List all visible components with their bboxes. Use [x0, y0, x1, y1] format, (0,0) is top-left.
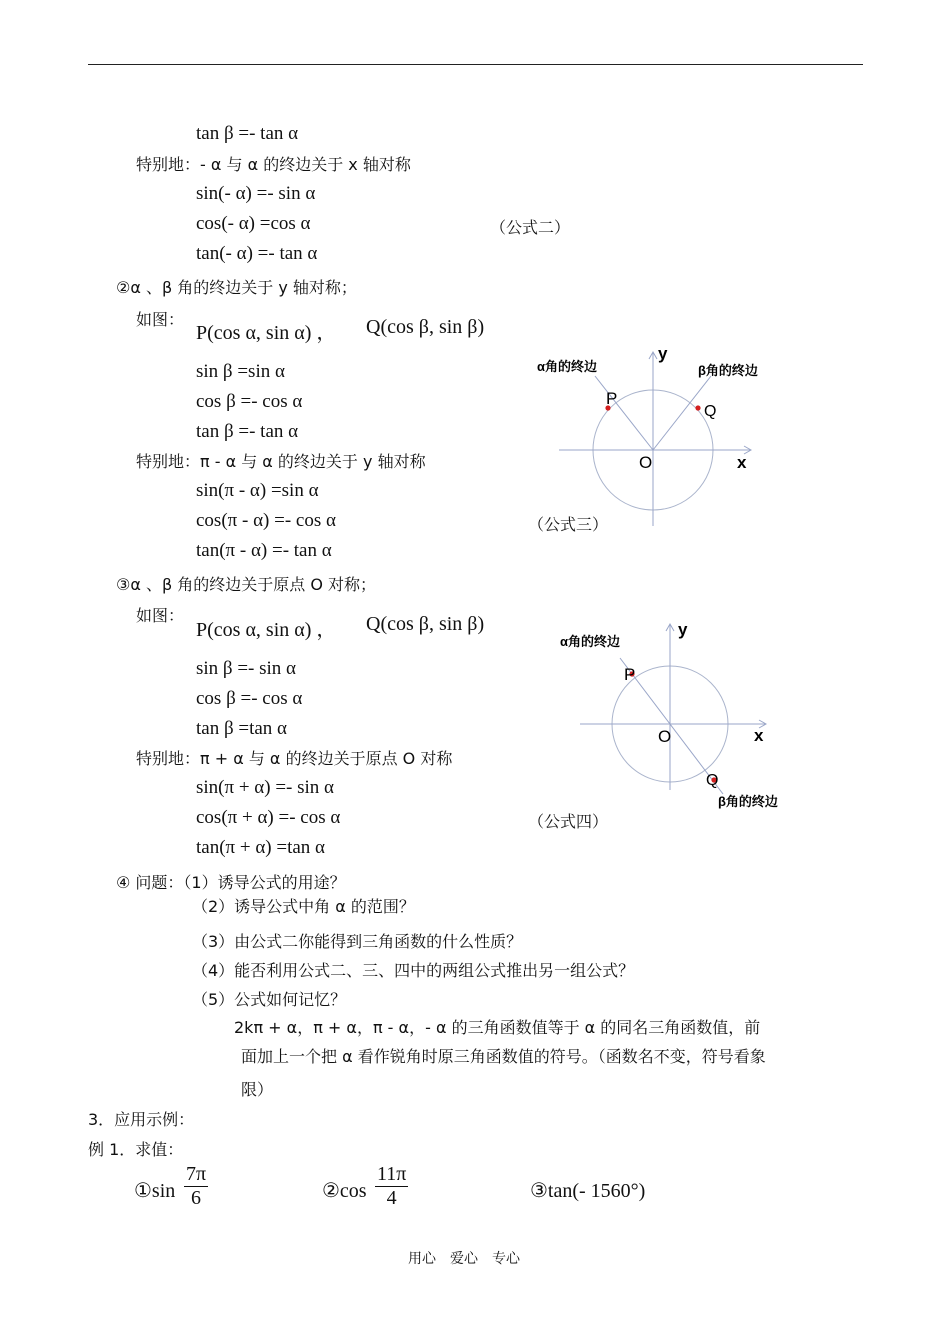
example-1-item-1-fraction — [184, 1163, 208, 1210]
memory-rule-line-1: 2kπ + α，π + α，π - α，- α 的三角函数值等于 α 的同名三角函数值，前 — [234, 1018, 761, 1037]
section-y-axis-symmetry: ②α 、β 角的终边关于 y 轴对称； — [116, 278, 357, 297]
question-1: ④ 问题：（1）诱导公式的用途？ — [116, 873, 346, 892]
point-p-coords: P(cos α, sin α) ， — [196, 322, 337, 344]
header-rule — [88, 64, 863, 65]
question-3: （3）由公式二你能得到三角函数的什么性质？ — [192, 932, 523, 951]
point-p-label: P — [606, 389, 618, 408]
formula-cos-pi-plus: cos(π + α) =- cos α — [196, 807, 341, 828]
formula-tan-beta-2: tan β =- tan α — [196, 421, 299, 442]
formula-cos-pi-minus: cos(π - α) =- cos α — [196, 510, 336, 531]
point-q-coords-2: Q(cos β, sin β) — [366, 613, 485, 635]
formula-sin-beta-3: sin β =- sin α — [196, 658, 297, 679]
formula-tan-pi-plus: tan(π + α) =tan α — [196, 837, 326, 858]
question-2: （2）诱导公式中角 α 的范围？ — [192, 897, 415, 916]
point-q-dot — [695, 405, 700, 410]
section-3-heading: 3．应用示例： — [88, 1110, 195, 1129]
formula-tan-beta-3: tan β =tan α — [196, 718, 288, 739]
memory-rule-line-3: 限） — [241, 1080, 274, 1099]
special-case-x-axis: 特别地：- α 与 α 的终边关于 x 轴对称 — [136, 155, 411, 174]
example-1-item-1-func: ①sin — [134, 1180, 176, 1202]
formula-tan-pi-minus: tan(π - α) =- tan α — [196, 540, 332, 561]
fraction-denominator: 4 — [375, 1186, 408, 1210]
page-footer: 用心 爱心 专心 — [408, 1251, 520, 1267]
x-axis-label: x — [754, 726, 764, 745]
example-1-item-2-func: ②cos — [322, 1180, 367, 1202]
memory-rule-line-2: 面加上一个把 α 看作锐角时原三角函数值的符号。（函数名不变，符号看象 — [241, 1047, 766, 1066]
beta-terminal-label: β角的终边 — [698, 363, 758, 378]
question-5: （5）公式如何记忆？ — [192, 990, 347, 1009]
as-figure-label: 如图： — [136, 310, 185, 329]
y-axis-label: y — [678, 620, 688, 639]
alpha-terminal-side — [595, 376, 653, 450]
formula-tan-beta: tan β =- tan α — [196, 123, 299, 144]
formula-cos-neg: cos(- α) =cos α — [196, 213, 311, 234]
question-4: （4）能否利用公式二、三、四中的两组公式推出另一组公式？ — [192, 961, 635, 980]
section-origin-symmetry: ③α 、β 角的终边关于原点 O 对称； — [116, 575, 377, 594]
formula-label-3: （公式三） — [528, 515, 609, 534]
formula-sin-beta: sin β =sin α — [196, 361, 285, 382]
unit-circle-figure-origin-symmetry — [558, 618, 798, 813]
point-p-coords-2: P(cos α, sin α) ， — [196, 619, 337, 641]
formula-sin-neg: sin(- α) =- sin α — [196, 183, 316, 204]
point-q-label: Q — [704, 403, 717, 420]
formula-tan-neg: tan(- α) =- tan α — [196, 243, 318, 264]
formula-cos-beta-3: cos β =- cos α — [196, 688, 303, 709]
formula-label-4: （公式四） — [528, 812, 609, 831]
origin-label: O — [639, 453, 653, 472]
example-1-heading: 例 1．求值： — [88, 1140, 184, 1159]
alpha-terminal-label: α角的终边 — [560, 634, 620, 649]
formula-cos-beta: cos β =- cos α — [196, 391, 303, 412]
point-q-label: Q — [706, 772, 719, 789]
example-1-item-2-fraction — [375, 1163, 408, 1210]
beta-terminal-label: β角的终边 — [718, 794, 778, 809]
fraction-numerator: 11π — [377, 1163, 407, 1185]
formula-label-2: （公式二） — [490, 218, 571, 237]
fraction-denominator: 6 — [184, 1186, 208, 1210]
special-case-origin: 特别地：π + α 与 α 的终边关于原点 O 对称 — [136, 749, 453, 768]
special-case-y-axis: 特别地：π - α 与 α 的终边关于 y 轴对称 — [136, 452, 426, 471]
formula-sin-pi-minus: sin(π - α) =sin α — [196, 480, 319, 501]
formula-sin-pi-plus: sin(π + α) =- sin α — [196, 777, 335, 798]
x-axis-label: x — [737, 453, 747, 472]
as-figure-label-2: 如图： — [136, 606, 185, 625]
y-axis-label: y — [658, 344, 668, 363]
beta-terminal-side — [653, 376, 711, 450]
unit-circle-figure-y-symmetry — [535, 340, 795, 535]
fraction-numerator: 7π — [186, 1163, 207, 1185]
example-1-item-3: ③tan(- 1560°) — [530, 1180, 646, 1202]
point-p-label: P — [624, 665, 636, 684]
point-q-coords: Q(cos β, sin β) — [366, 316, 485, 338]
origin-label: O — [658, 727, 672, 746]
alpha-terminal-label: α角的终边 — [537, 359, 597, 374]
